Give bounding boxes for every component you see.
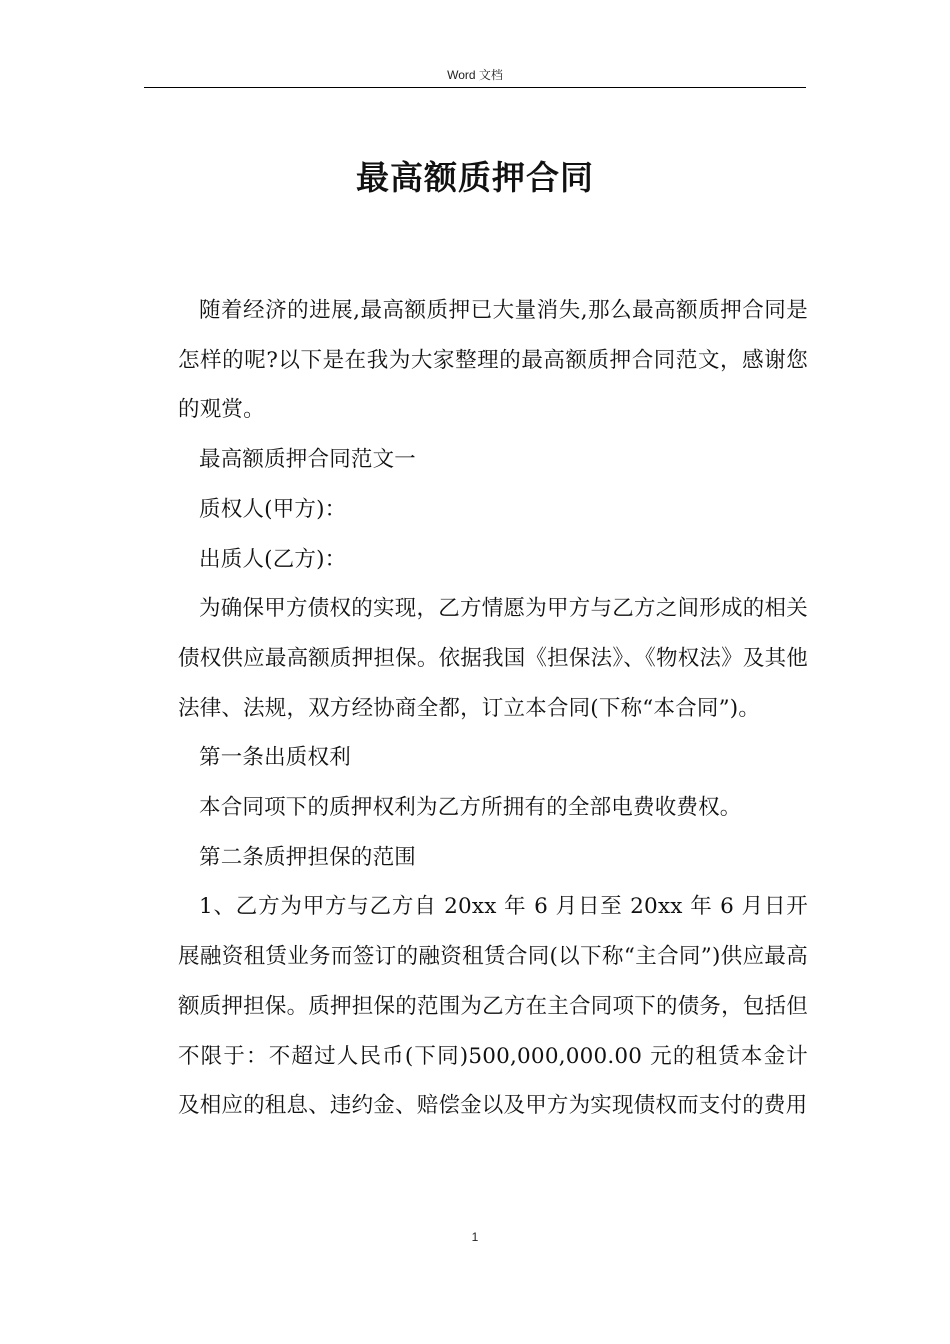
document-body	[178, 286, 808, 1131]
section-heading-sample-one: 最高额质押合同范文一	[199, 447, 417, 473]
page-header: Word 文档	[447, 68, 503, 82]
article-one-heading: 第一条出质权利	[199, 745, 351, 771]
preamble-paragraph: 为确保甲方债权的实现，乙方情愿为甲方与乙方之间形成的相关债权供应最高额质押担保。依据我国《担保法》、《物权法》及其他法律、法规，双方经协商全都，订立本合同(下称“本合同”)。	[178, 596, 808, 721]
article-one-paragraph: 本合同项下的质押权利为乙方所拥有的全部电费收费权。	[199, 795, 742, 821]
article-two-heading: 第二条质押担保的范围	[199, 844, 417, 870]
page-number: 1	[471, 1230, 479, 1244]
pledgee-party-line: 质权人(甲方)：	[199, 496, 347, 522]
pledgor-party-line: 出质人(乙方)：	[199, 546, 347, 572]
intro-paragraph: 随着经济的进展,最高额质押已大量消失,那么最高额质押合同是怎样的呢?以下是在我为大家整理的最高额质押合同范文，感谢您的观赏。	[178, 298, 808, 423]
header-divider	[144, 87, 806, 88]
article-two-clause-one: 1、乙方为甲方与乙方自 20xx 年 6 月日至 20xx 年 6 月日开展融资租赁业务而签订的融资租赁合同(以下称“主合同”)供应最高额质押担保。质押担保的范围为乙方在主合同项下的债务，包括但不限于：不超过人民币(下同)500,000,000.00 元的租赁本金计及相应的租息、违约金、赔偿金以及甲方为实现债权而支付的费用	[178, 894, 808, 1119]
document-title: 最高额质押合同	[356, 158, 594, 197]
